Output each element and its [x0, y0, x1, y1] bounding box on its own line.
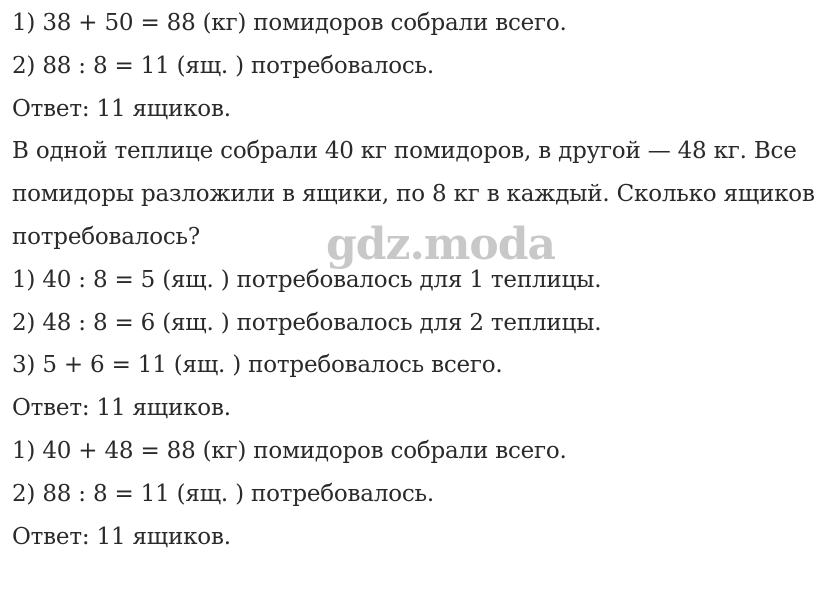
answer-line: Ответ: 11 ящиков.: [12, 523, 231, 550]
solution-text: [12, 2, 815, 558]
answer-line: Ответ: 11 ящиков.: [12, 95, 231, 122]
solution-step: 2) 88 : 8 = 11 (ящ. ) потребовалось.: [12, 480, 434, 507]
problem-text: В одной теплице собрали 40 кг помидоров, в другой — 48 кг. Все: [12, 138, 797, 165]
problem-text: помидоры разложили в ящики, по 8 кг в каждый. Сколько ящиков: [12, 181, 815, 208]
solution-step: 1) 40 + 48 = 88 (кг) помидоров собрали всего.: [12, 437, 567, 464]
solution-step: 2) 48 : 8 = 6 (ящ. ) потребовалось для 2 теплицы.: [12, 309, 602, 336]
problem-text: потребовалось?: [12, 223, 200, 250]
solution-step: 3) 5 + 6 = 11 (ящ. ) потребовалось всего.: [12, 352, 503, 379]
solution-step: 1) 38 + 50 = 88 (кг) помидоров собрали всего.: [12, 10, 567, 36]
answer-line: Ответ: 11 ящиков.: [12, 395, 231, 422]
solution-step: 2) 88 : 8 = 11 (ящ. ) потребовалось.: [12, 52, 434, 79]
solution-step: 1) 40 : 8 = 5 (ящ. ) потребовалось для 1 теплицы.: [12, 266, 602, 293]
watermark-logo: gdz.moda: [326, 219, 556, 270]
